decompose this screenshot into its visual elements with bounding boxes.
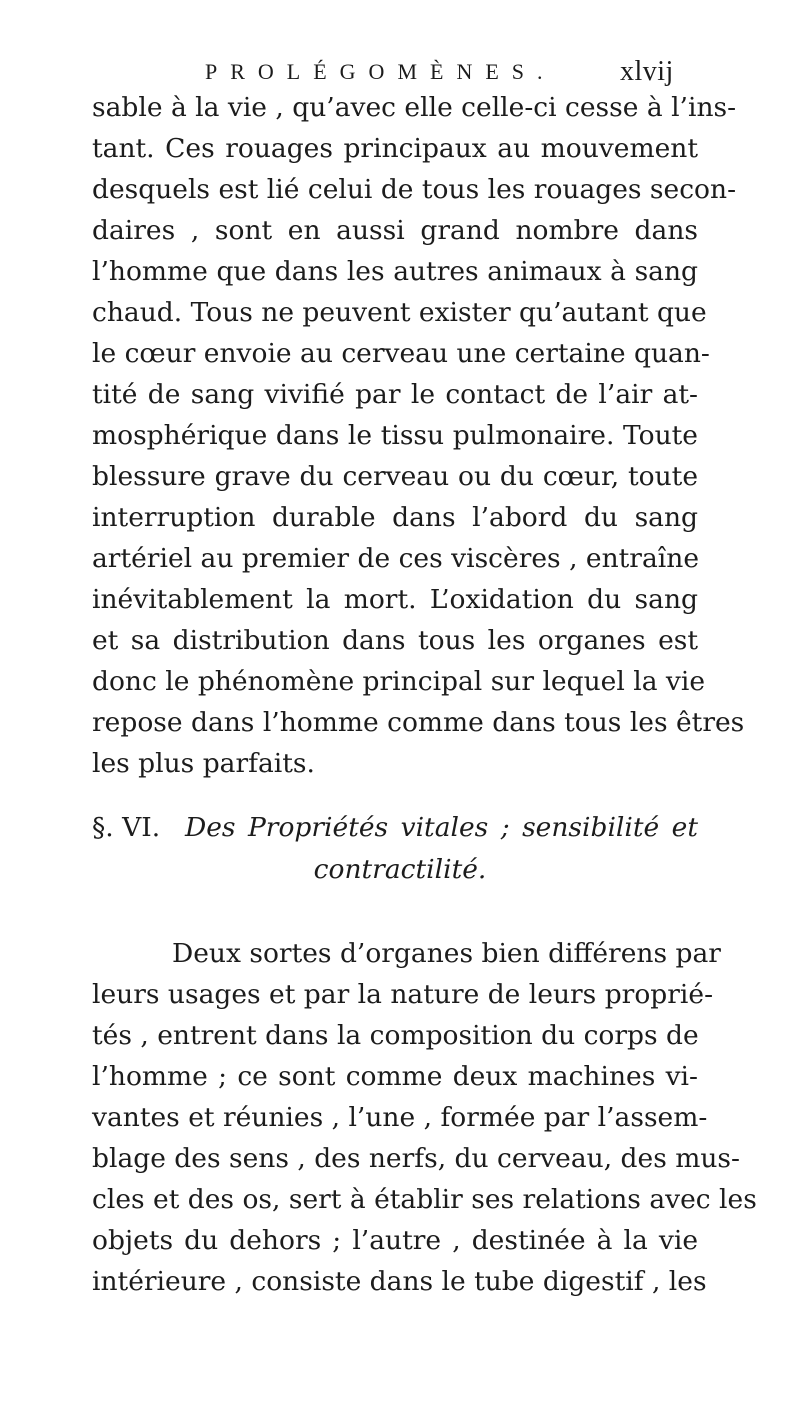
section-heading-continued — [0, 850, 800, 890]
text-line: chaud. Tous ne peuvent exister qu’autant que — [92, 297, 707, 328]
text-line: et sa distribution dans tous les organes est — [92, 625, 698, 656]
text-line: desquels est lié celui de tous les rouages secon- — [92, 174, 737, 205]
text-line: les plus parfaits. — [92, 748, 315, 779]
text-line: l’homme ; ce sont comme deux machines vi- — [92, 1061, 698, 1092]
page-number: xlvij — [620, 56, 674, 87]
text-line: tité de sang vivifié par le contact de l’air at- — [92, 379, 698, 410]
running-head-title: PROLÉGOMÈNES. — [205, 59, 556, 84]
text-line: daires , sont en aussi grand nombre dans — [92, 215, 698, 246]
text-line: le cœur envoie au cerveau une certaine quan- — [92, 338, 710, 369]
section-heading — [0, 808, 800, 848]
section-number: §. VI. — [92, 812, 161, 843]
running-head — [0, 52, 800, 92]
text-line: inévitablement la mort. L’oxidation du sang — [92, 584, 698, 615]
text-line: l’homme que dans les autres animaux à sang — [92, 256, 698, 287]
text-line: cles et des os, sert à établir ses relations avec les — [92, 1184, 757, 1215]
section-title-line-1: Des Propriétés vitales ; sensibilité et — [185, 812, 698, 843]
text-line: objets du dehors ; l’autre , destinée à la vie — [92, 1225, 698, 1256]
text-line: blessure grave du cerveau ou du cœur, toute — [92, 461, 698, 492]
text-line: tant. Ces rouages principaux au mouvement — [92, 133, 698, 164]
text-line: mosphérique dans le tissu pulmonaire. Toute — [92, 420, 698, 451]
section-title-line-2: contractilité. — [313, 854, 487, 885]
text-line: donc le phénomène principal sur lequel la vie — [92, 666, 706, 697]
text-line: vantes et réunies , l’une , formée par l’assem- — [92, 1102, 708, 1133]
text-line: sable à la vie , qu’avec elle celle-ci cesse à l’ins- — [92, 92, 737, 123]
text-line: blage des sens , des nerfs, du cerveau, des mus- — [92, 1143, 740, 1174]
text-line: artériel au premier de ces viscères , entraîne — [92, 543, 700, 574]
text-line: interruption durable dans l’abord du sang — [92, 502, 698, 533]
text-line: intérieure , consiste dans le tube digestif , les — [92, 1266, 707, 1297]
text-line: Deux sortes d’organes bien différens par — [172, 938, 721, 969]
text-line: leurs usages et par la nature de leurs proprié- — [92, 979, 714, 1010]
text-line: tés , entrent dans la composition du corps de — [92, 1020, 699, 1051]
text-line: repose dans l’homme comme dans tous les êtres — [92, 707, 745, 738]
